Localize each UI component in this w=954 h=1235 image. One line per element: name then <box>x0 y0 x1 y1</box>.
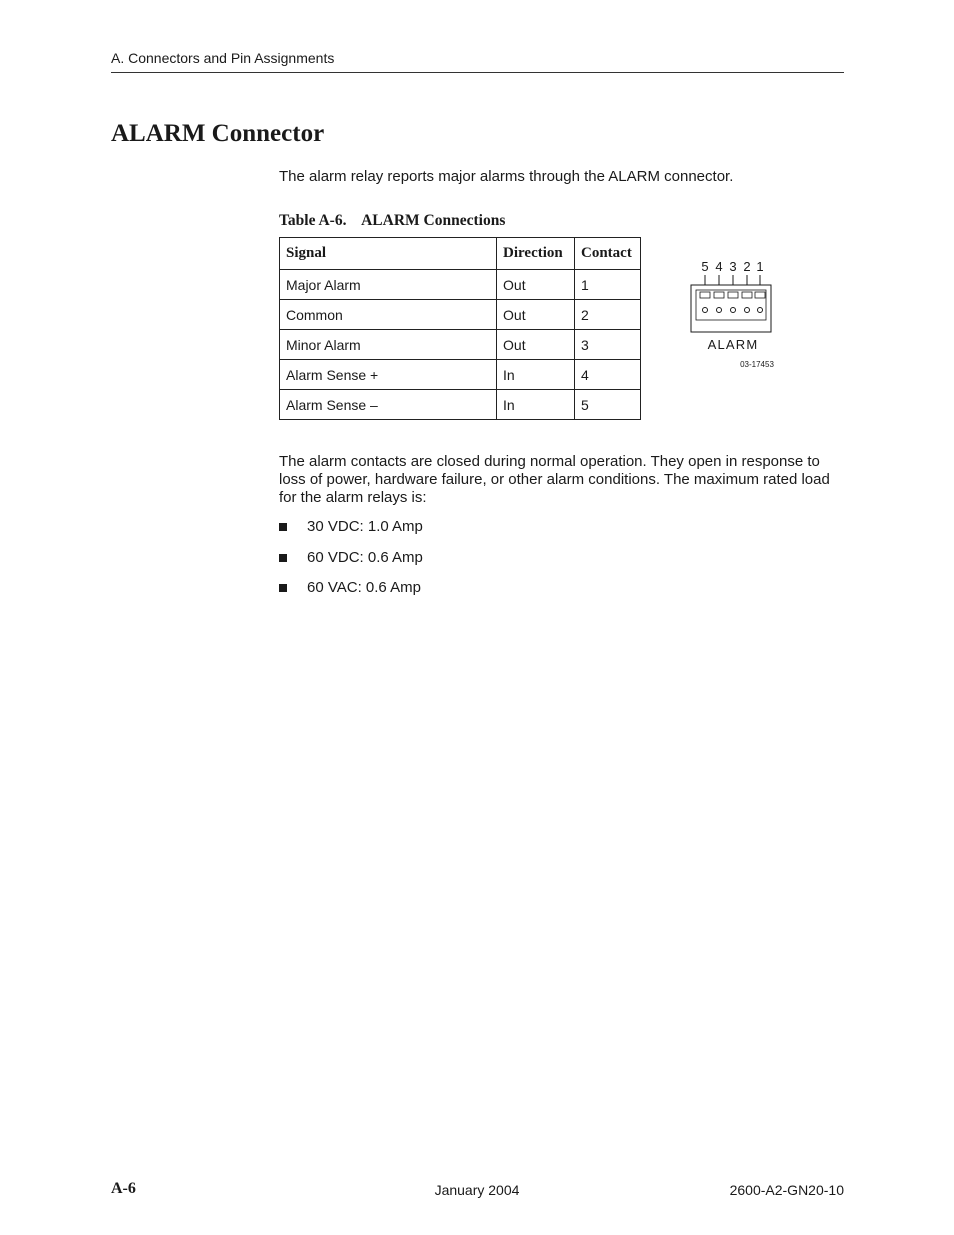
connector-label: ALARM <box>707 337 759 352</box>
intro-text: The alarm relay reports major alarms through the ALARM connector. <box>279 168 734 185</box>
cell-contact: 5 <box>575 390 641 420</box>
pin-label-3: 3 <box>729 259 737 274</box>
cell-direction: Out <box>497 330 575 360</box>
cell-signal: Common <box>280 300 497 330</box>
header-rule <box>111 72 844 73</box>
list-item-text: 60 VAC: 0.6 Amp <box>307 579 421 596</box>
cell-signal: Minor Alarm <box>280 330 497 360</box>
cell-direction: In <box>497 390 575 420</box>
section-title: ALARM Connector <box>111 120 325 147</box>
table-row <box>280 360 641 390</box>
cell-signal: Major Alarm <box>280 270 497 300</box>
cell-signal: Alarm Sense + <box>280 360 497 390</box>
footer-date: January 2004 <box>434 1182 520 1198</box>
column-header-contact: Contact <box>575 238 641 270</box>
table-row <box>280 390 641 420</box>
column-header-direction: Direction <box>497 238 575 270</box>
square-bullet-icon <box>279 554 287 562</box>
table-row <box>280 300 641 330</box>
table-row <box>280 330 641 360</box>
pin-label-4: 4 <box>715 259 723 274</box>
figure-id: 03-17453 <box>740 360 774 369</box>
cell-direction: In <box>497 360 575 390</box>
column-header-signal: Signal <box>280 238 497 270</box>
pin-label-2: 2 <box>743 259 751 274</box>
table-header-row <box>280 238 641 270</box>
cell-signal: Alarm Sense – <box>280 390 497 420</box>
cell-direction: Out <box>497 300 575 330</box>
list-item <box>279 518 423 549</box>
cell-contact: 2 <box>575 300 641 330</box>
bullet-list <box>279 518 423 610</box>
cell-contact: 1 <box>575 270 641 300</box>
pin-label-1: 1 <box>756 259 764 274</box>
list-item-text: 60 VDC: 0.6 Amp <box>307 548 423 566</box>
footer-doc-number: 2600-A2-GN20-10 <box>729 1182 844 1198</box>
alarm-connector-diagram <box>680 252 800 377</box>
table-caption: Table A-6. ALARM Connections <box>279 212 506 229</box>
alarm-connections-table <box>279 237 641 420</box>
table-row <box>280 270 641 300</box>
cell-contact: 3 <box>575 330 641 360</box>
footer-page-number: A-6 <box>111 1180 136 1197</box>
pin-label-5: 5 <box>701 259 709 274</box>
square-bullet-icon <box>279 523 287 531</box>
running-header: A. Connectors and Pin Assignments <box>111 50 335 66</box>
list-item-text: 30 VDC: 1.0 Amp <box>307 518 423 535</box>
list-item <box>279 579 423 610</box>
square-bullet-icon <box>279 584 287 592</box>
cell-contact: 4 <box>575 360 641 390</box>
body-paragraph: The alarm contacts are closed during normal operation. They open in response to loss of power, hardware failure, or other alarm conditions. The maximum rated load for the alarm relays is: <box>279 453 830 506</box>
list-item <box>279 549 423 580</box>
cell-direction: Out <box>497 270 575 300</box>
